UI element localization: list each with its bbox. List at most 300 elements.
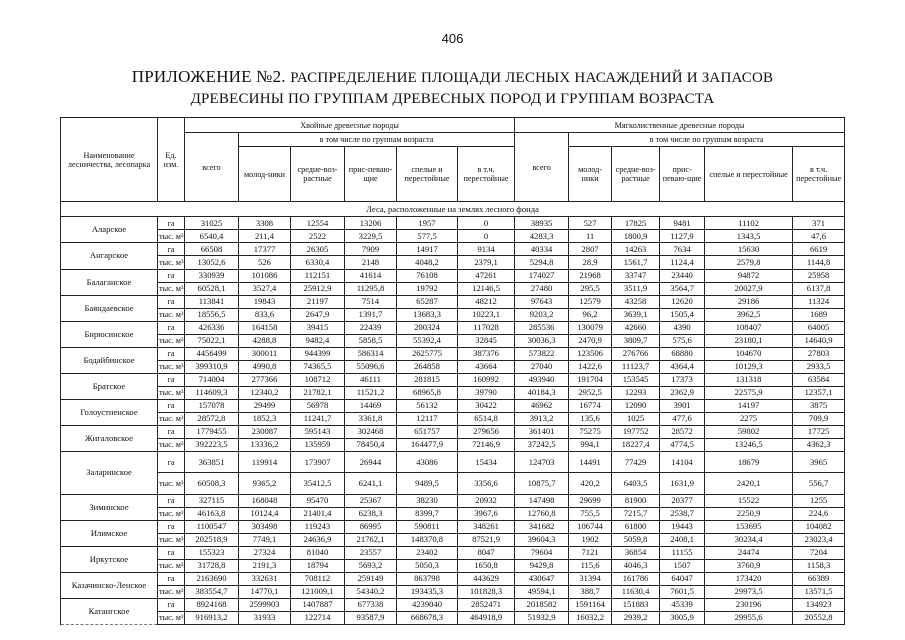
volume-cell: 2470,9 [569, 334, 612, 347]
forestry-name: Бодайбинское [61, 347, 158, 373]
area-cell: 302468 [345, 425, 397, 438]
area-cell: 18679 [705, 451, 793, 472]
forestry-name: Баяндаевское [61, 295, 158, 321]
area-cell: 1255 [793, 494, 845, 507]
volume-cell: 28,9 [569, 256, 612, 269]
area-cell: 303498 [239, 520, 291, 533]
area-cell: 160992 [458, 373, 515, 386]
volume-cell: 12146,5 [458, 282, 515, 295]
header-soft: Мягколиственные древесные породы [515, 118, 845, 133]
area-cell: 12554 [291, 217, 345, 230]
volume-cell: 575,6 [660, 334, 705, 347]
volume-cell: 1025 [612, 412, 660, 425]
volume-cell: 11521,2 [345, 386, 397, 399]
unit-area: га [158, 347, 185, 360]
volume-cell: 9203,2 [515, 308, 569, 321]
volume-cell: 6241,1 [345, 473, 397, 494]
volume-cell: 211,4 [239, 230, 291, 243]
volume-cell: 2420,1 [705, 473, 793, 494]
table-row [61, 243, 845, 256]
area-cell: 24474 [705, 546, 793, 559]
area-cell: 20932 [458, 494, 515, 507]
unit-area: га [158, 546, 185, 559]
area-cell: 21197 [291, 295, 345, 308]
area-cell: 16774 [569, 399, 612, 412]
area-cell: 48212 [458, 295, 515, 308]
volume-cell: 2379,1 [458, 256, 515, 269]
volume-cell: 1650,8 [458, 559, 515, 572]
area-cell: 426336 [185, 321, 239, 334]
area-cell: 944399 [291, 347, 345, 360]
area-cell: 64047 [660, 572, 705, 585]
unit-volume: тыс. м³ [158, 533, 185, 546]
volume-cell: 224,6 [793, 507, 845, 520]
area-cell: 327115 [185, 494, 239, 507]
volume-cell: 114609,3 [185, 386, 239, 399]
area-cell: 108407 [705, 321, 793, 334]
area-cell: 119243 [291, 520, 345, 533]
table-row [61, 585, 845, 598]
volume-cell: 22575,9 [705, 386, 793, 399]
volume-cell: 4364,4 [660, 360, 705, 373]
volume-cell: 14770,1 [239, 585, 291, 598]
area-cell: 38230 [397, 494, 458, 507]
unit-area: га [158, 243, 185, 256]
area-cell: 1957 [397, 217, 458, 230]
area-cell: 79604 [515, 546, 569, 559]
volume-cell: 40184,3 [515, 386, 569, 399]
volume-cell: 3564,7 [660, 282, 705, 295]
volume-cell: 135,6 [569, 412, 612, 425]
volume-cell: 39790 [458, 386, 515, 399]
area-cell: 3901 [660, 399, 705, 412]
volume-cell: 11295,8 [345, 282, 397, 295]
volume-cell: 13336,2 [239, 438, 291, 451]
area-cell: 387376 [458, 347, 515, 360]
volume-cell: 3361,8 [345, 412, 397, 425]
area-cell: 1100547 [185, 520, 239, 533]
area-cell: 25367 [345, 494, 397, 507]
unit-area: га [158, 321, 185, 334]
area-cell: 7514 [345, 295, 397, 308]
area-cell: 281815 [397, 373, 458, 386]
area-cell: 31025 [185, 217, 239, 230]
table-row [61, 347, 845, 360]
volume-cell: 4774,5 [660, 438, 705, 451]
volume-cell: 4046,3 [612, 559, 660, 572]
volume-cell: 2250,9 [705, 507, 793, 520]
area-cell: 430647 [515, 572, 569, 585]
volume-cell: 7215,7 [612, 507, 660, 520]
volume-cell: 11241,7 [291, 412, 345, 425]
area-cell: 68880 [660, 347, 705, 360]
volume-cell: 93587,9 [345, 611, 397, 624]
volume-cell: 383554,7 [185, 585, 239, 598]
volume-cell: 9482,4 [291, 334, 345, 347]
title-line2: ДРЕВЕСИНЫ ПО ГРУППАМ ДРЕВЕСНЫХ ПОРОД И ГРУППАМ ВОЗРАСТА [190, 91, 715, 107]
volume-cell: 755,5 [569, 507, 612, 520]
volume-cell: 19792 [397, 282, 458, 295]
table-row [61, 282, 845, 295]
header-s-premature: прис-певаю-щие [660, 147, 705, 202]
volume-cell: 68965,8 [397, 386, 458, 399]
area-cell: 31394 [569, 572, 612, 585]
area-cell: 104082 [793, 520, 845, 533]
area-cell: 2018582 [515, 598, 569, 611]
area-cell: 341682 [515, 520, 569, 533]
volume-cell: 9429,8 [515, 559, 569, 572]
title-line1: РАСПРЕДЕЛЕНИЕ ПЛОЩАДИ ЛЕСНЫХ НАСАЖДЕНИЙ И ЗАПАСОВ [290, 70, 774, 86]
area-cell: 17825 [612, 217, 660, 230]
volume-cell: 18556,5 [185, 308, 239, 321]
volume-cell: 18227,4 [612, 438, 660, 451]
volume-cell: 709,9 [793, 412, 845, 425]
volume-cell: 1689 [793, 308, 845, 321]
volume-cell: 46163,8 [185, 507, 239, 520]
area-cell: 40334 [515, 243, 569, 256]
area-cell: 130079 [569, 321, 612, 334]
unit-area: га [158, 425, 185, 438]
volume-cell: 4283,3 [515, 230, 569, 243]
area-cell: 230087 [239, 425, 291, 438]
area-cell: 81040 [291, 546, 345, 559]
volume-cell: 11123,7 [612, 360, 660, 373]
volume-cell: 2538,7 [660, 507, 705, 520]
volume-cell: 32845 [458, 334, 515, 347]
area-cell: 8924168 [185, 598, 239, 611]
area-cell: 27324 [239, 546, 291, 559]
forestry-name: Ангарское [61, 243, 158, 269]
area-cell: 1407887 [291, 598, 345, 611]
area-cell: 33747 [612, 269, 660, 282]
area-cell: 285536 [515, 321, 569, 334]
volume-cell: 2579,8 [705, 256, 793, 269]
area-cell: 43258 [612, 295, 660, 308]
volume-cell: 3962,5 [705, 308, 793, 321]
area-cell: 14917 [397, 243, 458, 256]
table-row [61, 438, 845, 451]
area-cell: 101086 [239, 269, 291, 282]
area-cell: 168048 [239, 494, 291, 507]
area-cell: 17725 [793, 425, 845, 438]
table-row [61, 334, 845, 347]
area-cell: 174027 [515, 269, 569, 282]
area-cell: 59802 [705, 425, 793, 438]
area-cell: 7204 [793, 546, 845, 559]
area-cell: 14491 [569, 451, 612, 472]
area-cell: 12620 [660, 295, 705, 308]
volume-cell: 39604,3 [515, 533, 569, 546]
volume-cell: 3809,7 [612, 334, 660, 347]
volume-cell: 1124,4 [660, 256, 705, 269]
area-cell: 277366 [239, 373, 291, 386]
area-cell: 191704 [569, 373, 612, 386]
area-cell: 61800 [612, 520, 660, 533]
area-cell: 3875 [793, 399, 845, 412]
table-row [61, 399, 845, 412]
volume-cell: 3356,6 [458, 473, 515, 494]
volume-cell: 392223,5 [185, 438, 239, 451]
area-cell: 259149 [345, 572, 397, 585]
area-cell: 3308 [239, 217, 291, 230]
volume-cell: 25912,9 [291, 282, 345, 295]
area-cell: 66508 [185, 243, 239, 256]
table-row [61, 494, 845, 507]
volume-cell: 27480 [515, 282, 569, 295]
volume-cell: 13052,6 [185, 256, 239, 269]
area-cell: 363851 [185, 451, 239, 472]
table-row [61, 520, 845, 533]
table-row [61, 373, 845, 386]
area-cell: 23402 [397, 546, 458, 559]
area-cell: 26305 [291, 243, 345, 256]
volume-cell: 13571,5 [793, 585, 845, 598]
area-cell: 15522 [705, 494, 793, 507]
table-row [61, 572, 845, 585]
area-cell: 134923 [793, 598, 845, 611]
unit-volume: тыс. м³ [158, 412, 185, 425]
volume-cell: 2191,3 [239, 559, 291, 572]
volume-cell: 6540,4 [185, 230, 239, 243]
volume-cell: 37242,5 [515, 438, 569, 451]
area-cell: 46111 [345, 373, 397, 386]
area-cell: 20377 [660, 494, 705, 507]
area-cell: 17377 [239, 243, 291, 256]
volume-cell: 87521,9 [458, 533, 515, 546]
area-cell: 155323 [185, 546, 239, 559]
area-cell: 76108 [397, 269, 458, 282]
volume-cell: 833,6 [239, 308, 291, 321]
area-cell: 586314 [345, 347, 397, 360]
area-cell: 29499 [239, 399, 291, 412]
volume-cell: 668678,3 [397, 611, 458, 624]
unit-area: га [158, 598, 185, 611]
table-row [61, 611, 845, 624]
volume-cell: 23180,1 [705, 334, 793, 347]
volume-cell: 3913,2 [515, 412, 569, 425]
unit-area: га [158, 373, 185, 386]
header-s-mature: спелые и перестойные [705, 147, 793, 202]
area-cell: 332631 [239, 572, 291, 585]
table-row [61, 473, 845, 494]
volume-cell: 264858 [397, 360, 458, 373]
area-cell: 590811 [397, 520, 458, 533]
area-cell: 573822 [515, 347, 569, 360]
volume-cell: 6330,4 [291, 256, 345, 269]
volume-cell: 51932,9 [515, 611, 569, 624]
volume-cell: 28572,8 [185, 412, 239, 425]
area-cell: 11102 [705, 217, 793, 230]
unit-area: га [158, 295, 185, 308]
volume-cell: 13683,3 [397, 308, 458, 321]
area-cell: 157078 [185, 399, 239, 412]
forestry-name: Жигаловское [61, 425, 158, 451]
volume-cell: 35412,5 [291, 473, 345, 494]
area-cell: 123506 [569, 347, 612, 360]
area-cell: 3965 [793, 451, 845, 472]
volume-cell: 2408,1 [660, 533, 705, 546]
volume-cell: 49594,1 [515, 585, 569, 598]
area-cell: 14263 [612, 243, 660, 256]
volume-cell: 55392,4 [397, 334, 458, 347]
area-cell: 153545 [612, 373, 660, 386]
volume-cell: 29973,5 [705, 585, 793, 598]
area-cell: 443629 [458, 572, 515, 585]
volume-cell: 10124,4 [239, 507, 291, 520]
area-cell: 300011 [239, 347, 291, 360]
table-row [61, 256, 845, 269]
volume-cell: 12760,8 [515, 507, 569, 520]
volume-cell: 3967,6 [458, 507, 515, 520]
area-cell: 117028 [458, 321, 515, 334]
area-cell: 28572 [660, 425, 705, 438]
volume-cell: 164477,9 [397, 438, 458, 451]
forestry-name: Илимское [61, 520, 158, 546]
volume-cell: 295,5 [569, 282, 612, 295]
volume-cell: 1902 [569, 533, 612, 546]
unit-volume: тыс. м³ [158, 386, 185, 399]
volume-cell: 2933,5 [793, 360, 845, 373]
area-cell: 7634 [660, 243, 705, 256]
area-cell: 11324 [793, 295, 845, 308]
area-cell: 147498 [515, 494, 569, 507]
area-cell: 1779455 [185, 425, 239, 438]
area-cell: 4239040 [397, 598, 458, 611]
area-cell: 56978 [291, 399, 345, 412]
unit-area: га [158, 494, 185, 507]
area-cell: 7121 [569, 546, 612, 559]
area-cell: 8047 [458, 546, 515, 559]
area-cell: 14104 [660, 451, 705, 472]
document-title [0, 66, 905, 110]
area-cell: 11155 [660, 546, 705, 559]
area-cell: 17373 [660, 373, 705, 386]
area-cell: 19843 [239, 295, 291, 308]
area-cell: 527 [569, 217, 612, 230]
volume-cell: 5050,3 [397, 559, 458, 572]
forestry-name: Иркутское [61, 546, 158, 572]
unit-area: га [158, 451, 185, 472]
area-cell: 164158 [239, 321, 291, 334]
table-row [61, 360, 845, 373]
volume-cell: 12340,2 [239, 386, 291, 399]
area-cell: 173420 [705, 572, 793, 585]
header-c-total: всего [185, 133, 239, 202]
unit-volume: тыс. м³ [158, 256, 185, 269]
page-number: 406 [441, 31, 464, 46]
area-cell: 173907 [291, 451, 345, 472]
volume-cell: 193435,3 [397, 585, 458, 598]
area-cell: 1591164 [569, 598, 612, 611]
volume-cell: 1561,7 [612, 256, 660, 269]
volume-cell: 556,7 [793, 473, 845, 494]
area-cell: 200324 [397, 321, 458, 334]
area-cell: 47261 [458, 269, 515, 282]
area-cell: 106744 [569, 520, 612, 533]
area-cell: 4456499 [185, 347, 239, 360]
forestry-name: Заларинское [61, 451, 158, 494]
volume-cell: 11 [569, 230, 612, 243]
area-cell: 27803 [793, 347, 845, 360]
volume-cell: 30036,3 [515, 334, 569, 347]
volume-cell: 1507 [660, 559, 705, 572]
area-cell: 161786 [612, 572, 660, 585]
area-cell: 19443 [660, 520, 705, 533]
area-cell: 15434 [458, 451, 515, 472]
area-cell: 56132 [397, 399, 458, 412]
volume-cell: 1343,5 [705, 230, 793, 243]
volume-cell: 2362,9 [660, 386, 705, 399]
volume-cell: 916913,2 [185, 611, 239, 624]
area-cell: 15630 [705, 243, 793, 256]
header-s-over: в т.ч. перестойные [793, 147, 845, 202]
volume-cell: 12293 [612, 386, 660, 399]
volume-cell: 6403,5 [612, 473, 660, 494]
table-row [61, 546, 845, 559]
area-cell: 493940 [515, 373, 569, 386]
area-cell: 95470 [291, 494, 345, 507]
volume-cell: 420,2 [569, 473, 612, 494]
area-cell: 43086 [397, 451, 458, 472]
table-row [61, 308, 845, 321]
volume-cell: 16032,2 [569, 611, 612, 624]
area-cell: 39415 [291, 321, 345, 334]
area-cell: 26944 [345, 451, 397, 472]
area-cell: 595143 [291, 425, 345, 438]
forestry-name: Зиминское [61, 494, 158, 520]
volume-cell: 3639,1 [612, 308, 660, 321]
area-cell: 2599903 [239, 598, 291, 611]
area-cell: 42660 [612, 321, 660, 334]
volume-cell: 54340,2 [345, 585, 397, 598]
volume-cell: 72146,9 [458, 438, 515, 451]
area-cell: 46962 [515, 399, 569, 412]
area-cell: 64005 [793, 321, 845, 334]
volume-cell: 0 [458, 230, 515, 243]
volume-cell: 2275 [705, 412, 793, 425]
volume-cell: 74365,5 [291, 360, 345, 373]
volume-cell: 1800,9 [612, 230, 660, 243]
table-row [61, 217, 845, 230]
volume-cell: 1852,3 [239, 412, 291, 425]
volume-cell: 31728,8 [185, 559, 239, 572]
header-c-premature: прис-певаю-щие [345, 147, 397, 202]
table-row [61, 230, 845, 243]
volume-cell: 1631,9 [660, 473, 705, 494]
area-cell: 77429 [612, 451, 660, 472]
forestry-name: Голоустненское [61, 399, 158, 425]
area-cell: 45339 [660, 598, 705, 611]
area-cell: 65287 [397, 295, 458, 308]
volume-cell: 2148 [345, 256, 397, 269]
area-cell: 651757 [397, 425, 458, 438]
table-row [61, 507, 845, 520]
area-cell: 2163690 [185, 572, 239, 585]
volume-cell: 10223,1 [458, 308, 515, 321]
volume-cell: 526 [239, 256, 291, 269]
table-row [61, 412, 845, 425]
header-s-middle: средне-воз-растные [612, 147, 660, 202]
volume-cell: 122714 [291, 611, 345, 624]
volume-cell: 4048,2 [397, 256, 458, 269]
volume-cell: 75022,1 [185, 334, 239, 347]
area-cell: 66389 [793, 572, 845, 585]
volume-cell: 135959 [291, 438, 345, 451]
title-prefix: ПРИЛОЖЕНИЕ №2. [131, 67, 286, 86]
volume-cell: 8399,7 [397, 507, 458, 520]
area-cell: 9481 [660, 217, 705, 230]
area-cell: 14469 [345, 399, 397, 412]
